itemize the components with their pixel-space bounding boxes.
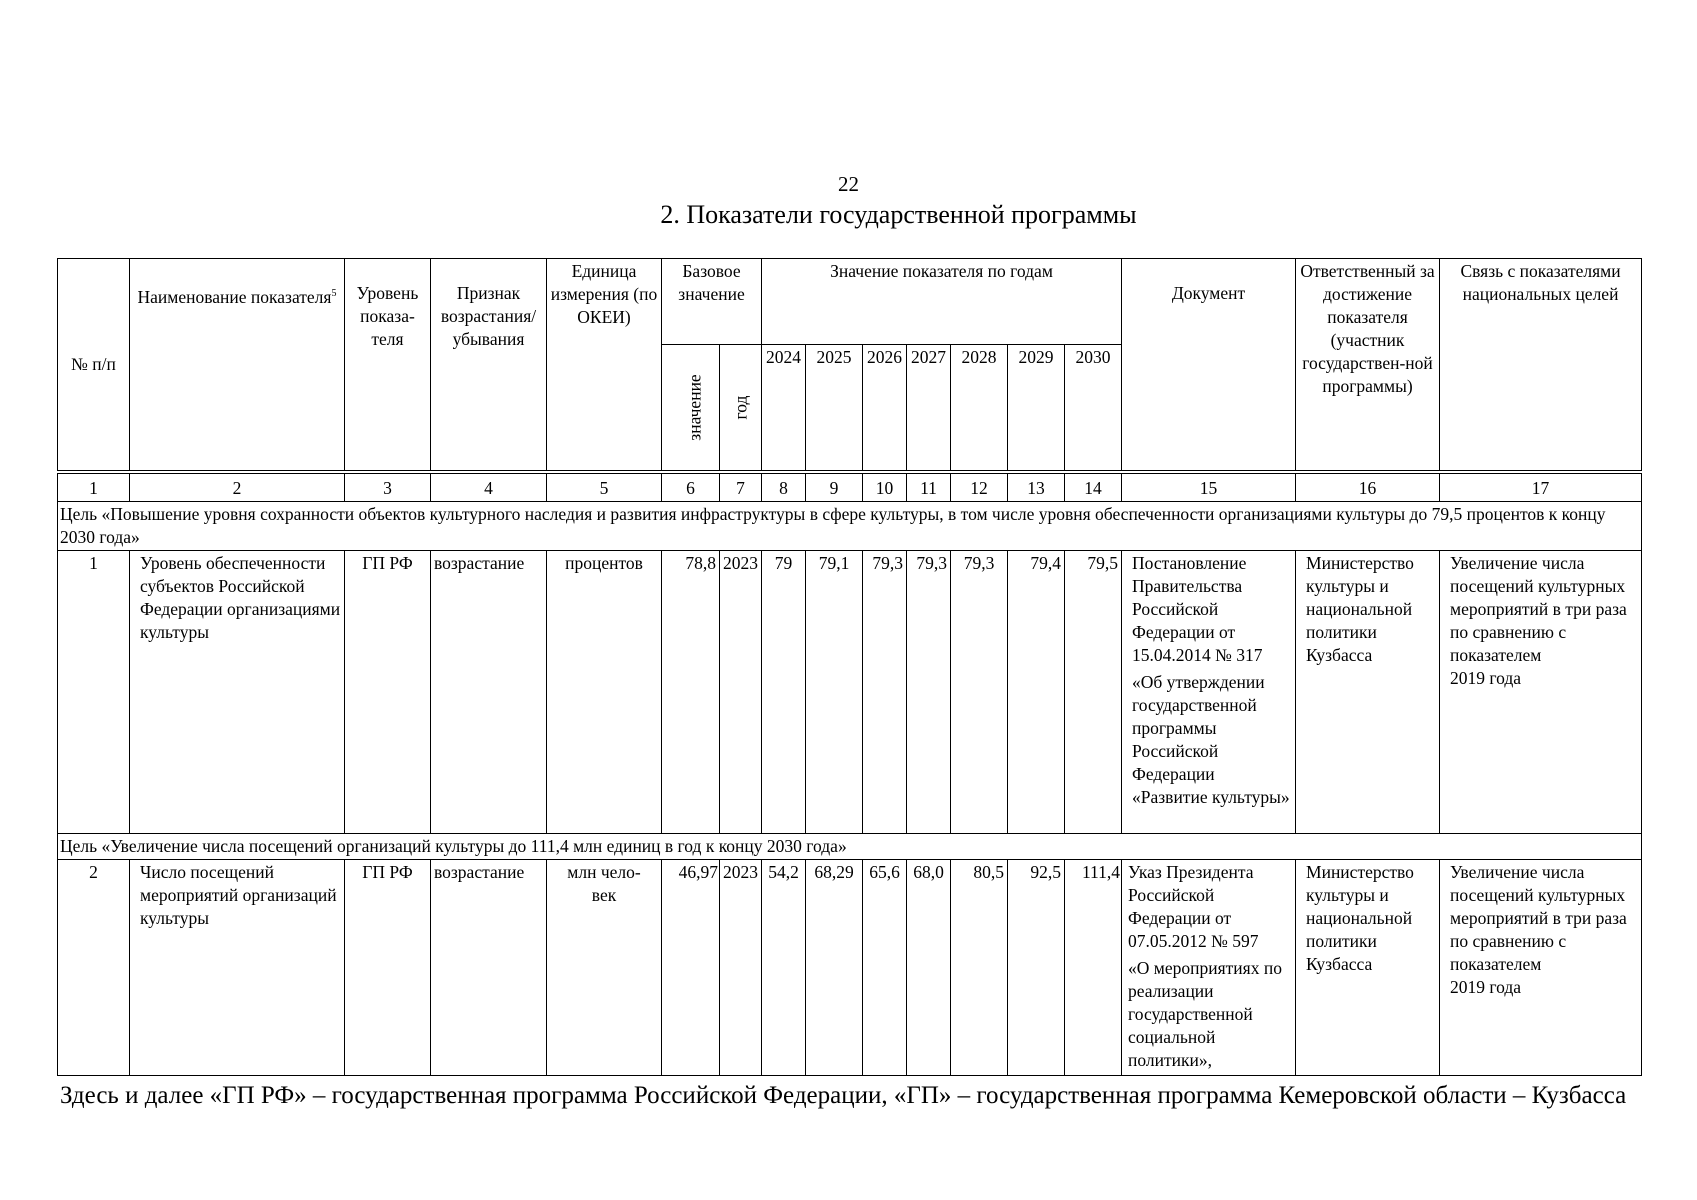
indicator-responsible: Министерство культуры и национальной политики Кузбасса bbox=[1296, 551, 1440, 834]
header-year: 2029 bbox=[1008, 345, 1065, 471]
national-goal-text: Увеличение числа посещений культурных мероприятий в три раза по сравнению с показателем bbox=[1450, 553, 1627, 665]
indicator-document bbox=[1122, 860, 1296, 1076]
row-number: 2 bbox=[58, 860, 130, 1076]
header-unit: Единица измерения (по ОКЕИ) bbox=[547, 259, 662, 471]
indicator-level: ГП РФ bbox=[345, 551, 431, 834]
indicator-national-goal-link bbox=[1440, 551, 1642, 834]
goal-row: Цель «Повышение уровня сохранности объектов культурного наследия и развития инфраструктуры в сфере культуры, в том числе уровня обеспеченности организациями культуры до 79,5 процентов к концу 2030 года» bbox=[58, 502, 1642, 551]
indicator-name: Число посещений мероприятий организаций культуры bbox=[130, 860, 345, 1076]
header-no: № п/п bbox=[58, 259, 130, 471]
header-years-group: Значение показателя по годам bbox=[762, 259, 1122, 345]
column-number: 15 bbox=[1122, 474, 1296, 502]
indicator-document bbox=[1122, 551, 1296, 834]
page-title: 2. Показатели государственной программы bbox=[660, 200, 1137, 229]
table-row bbox=[58, 860, 1642, 1076]
base-value: 46,97 bbox=[662, 860, 720, 1076]
base-year: 2023 bbox=[720, 551, 762, 834]
year-value: 79,3 bbox=[907, 551, 951, 834]
indicator-sign: возрастание bbox=[431, 860, 547, 1076]
table-row bbox=[58, 551, 1642, 834]
column-number: 5 bbox=[547, 474, 662, 502]
header-base-value-label: значение bbox=[684, 374, 705, 441]
header-sign: Признак возрастания/ убывания bbox=[431, 259, 547, 471]
document-reference: Указ Президента Российской Федерации от 07.05.2012 № 597 bbox=[1128, 862, 1259, 951]
base-value: 78,8 bbox=[662, 551, 720, 834]
indicators-table bbox=[57, 258, 1642, 1076]
header-link: Связь с показателями национальных целей bbox=[1440, 259, 1642, 471]
document-reference: Постановление Правительства Российской Федерации от 15.04.2014 № 317 bbox=[1132, 553, 1263, 665]
indicator-unit: млн чело-век bbox=[547, 860, 662, 1076]
indicators-table-wrapper bbox=[57, 258, 1641, 1076]
header-name-label: Наименование показателя bbox=[137, 286, 332, 307]
year-value: 54,2 bbox=[762, 860, 806, 1076]
row-number: 1 bbox=[58, 551, 130, 834]
header-level: Уровень показа-теля bbox=[345, 259, 431, 471]
header-year: 2028 bbox=[951, 345, 1008, 471]
column-number: 9 bbox=[806, 474, 863, 502]
column-number: 2 bbox=[130, 474, 345, 502]
header-year: 2024 bbox=[762, 345, 806, 471]
indicator-sign: возрастание bbox=[431, 551, 547, 834]
year-value: 65,6 bbox=[863, 860, 907, 1076]
national-goal-year: 2019 года bbox=[1450, 668, 1522, 688]
year-value: 79,3 bbox=[863, 551, 907, 834]
column-number: 14 bbox=[1065, 474, 1122, 502]
national-goal-year: 2019 года bbox=[1450, 977, 1522, 997]
header-document: Документ bbox=[1122, 259, 1296, 471]
header-base-year bbox=[720, 345, 762, 471]
year-value: 79,4 bbox=[1008, 551, 1065, 834]
header-base-year-label: год bbox=[730, 395, 750, 420]
header-name bbox=[130, 259, 345, 471]
column-number: 7 bbox=[720, 474, 762, 502]
column-number: 12 bbox=[951, 474, 1008, 502]
year-value: 80,5 bbox=[951, 860, 1008, 1076]
column-number: 16 bbox=[1296, 474, 1440, 502]
goal-row: Цель «Увеличение числа посещений организаций культуры до 111,4 млн единиц в год к концу 2030 года» bbox=[58, 834, 1642, 860]
column-number: 6 bbox=[662, 474, 720, 502]
indicator-responsible: Министерство культуры и национальной политики Кузбасса bbox=[1296, 860, 1440, 1076]
column-number: 3 bbox=[345, 474, 431, 502]
header-year: 2025 bbox=[806, 345, 863, 471]
footnote-marker: 5 bbox=[331, 288, 337, 299]
year-value: 79 bbox=[762, 551, 806, 834]
header-year: 2026 bbox=[863, 345, 907, 471]
national-goal-text: Увеличение числа посещений культурных мероприятий в три раза по сравнению с показателем bbox=[1450, 862, 1627, 974]
column-number: 17 bbox=[1440, 474, 1642, 502]
column-number-row bbox=[58, 474, 1642, 502]
column-number: 8 bbox=[762, 474, 806, 502]
header-year: 2030 bbox=[1065, 345, 1122, 471]
page-number: 22 bbox=[838, 172, 859, 196]
header-base: Базовое значение bbox=[662, 259, 762, 345]
header-base-value bbox=[662, 345, 720, 471]
footnote: Здесь и далее «ГП РФ» – государственная программа Российской Федерации, «ГП» – государственная программа Кемеровской области – Кузбасса bbox=[60, 1082, 1627, 1109]
year-value: 92,5 bbox=[1008, 860, 1065, 1076]
document-title: «Об утверждении государственной программы Российской Федерации «Развитие культуры» bbox=[1132, 672, 1290, 807]
column-number: 11 bbox=[907, 474, 951, 502]
header-year: 2027 bbox=[907, 345, 951, 471]
year-value: 79,5 bbox=[1065, 551, 1122, 834]
document-title: «О мероприятиях по реализации государственной социальной политики», bbox=[1128, 958, 1282, 1070]
year-value: 79,3 bbox=[951, 551, 1008, 834]
indicator-national-goal-link bbox=[1440, 860, 1642, 1076]
indicator-unit: процентов bbox=[547, 551, 662, 834]
indicator-name: Уровень обеспеченности субъектов Российской Федерации организациями культуры bbox=[130, 551, 345, 834]
year-value: 79,1 bbox=[806, 551, 863, 834]
header-responsible: Ответственный за достижение показателя (участник государствен-ной программы) bbox=[1296, 259, 1440, 471]
indicator-level: ГП РФ bbox=[345, 860, 431, 1076]
year-value: 68,29 bbox=[806, 860, 863, 1076]
year-value: 111,4 bbox=[1065, 860, 1122, 1076]
base-year: 2023 bbox=[720, 860, 762, 1076]
column-number: 1 bbox=[58, 474, 130, 502]
year-value: 68,0 bbox=[907, 860, 951, 1076]
column-number: 10 bbox=[863, 474, 907, 502]
column-number: 4 bbox=[431, 474, 547, 502]
column-number: 13 bbox=[1008, 474, 1065, 502]
